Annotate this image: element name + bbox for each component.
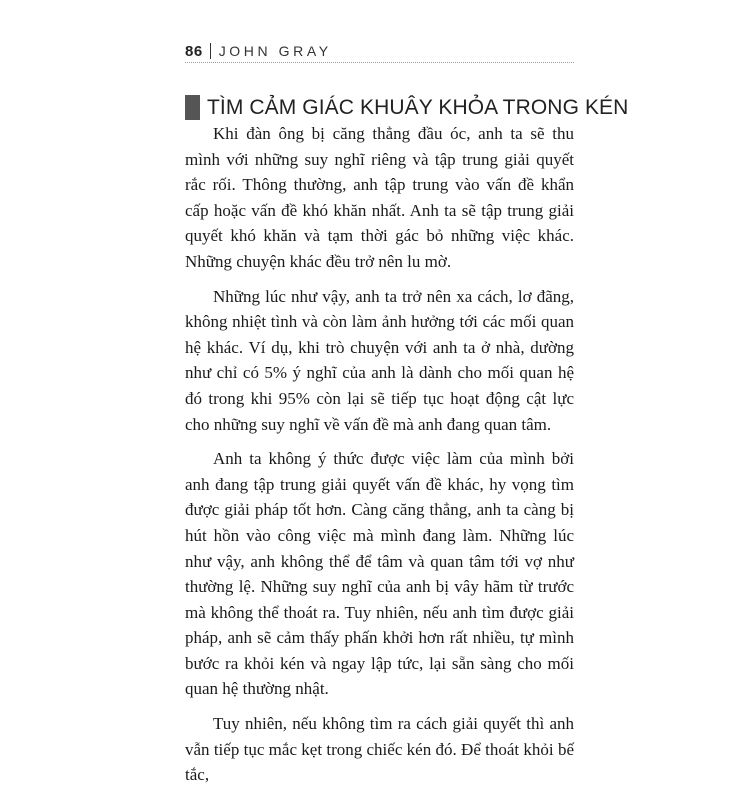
paragraph: Tuy nhiên, nếu không tìm ra cách giải quyết thì anh vẫn tiếp tục mắc kẹt trong chiếc kén đó. Để thoát khỏi bế tắc, <box>185 714 574 785</box>
running-header <box>185 41 332 61</box>
paragraph: Anh ta không ý thức được việc làm của mình bởi anh đang tập trung giải quyết vấn đề khác, hy vọng tìm được giải pháp tốt hơn. Càng căng thẳng, anh ta càng bị hút hồn vào công việc mà mình đang làm. Những lúc như vậy, anh không thể để tâm và quan tâm tới vợ như thường lệ. Những suy nghĩ của anh bị vây hãm từ trước mà không thể thoát ra. Tuy nhiên, nếu anh tìm được giải pháp, anh sẽ cảm thấy phấn khởi hơn rất nhiều, tự mình bước ra khỏi kén và ngay lập tức, lại sẵn sàng cho mối quan hệ thường nhật. <box>185 449 574 699</box>
section-heading <box>185 95 628 120</box>
body-text <box>185 121 574 797</box>
paragraph: Khi đàn ông bị căng thẳng đầu óc, anh ta sẽ thu mình với những suy nghĩ riêng và tập trung giải quyết rắc rối. Thông thường, anh tập trung vào vấn đề khẩn cấp hoặc vấn đề khó khăn nhất. Anh ta sẽ tập trung giải quyết khó khăn và tạm thời gác bỏ những việc khác. Những chuyện khác đều trở nên lu mờ. <box>185 124 574 271</box>
author-name: JOHN GRAY <box>218 43 332 59</box>
page-number: 86 <box>185 42 203 60</box>
paragraph: Những lúc như vậy, anh ta trở nên xa cách, lơ đãng, không nhiệt tình và còn làm ảnh hưởng tới các mối quan hệ khác. Ví dụ, khi trò chuyện với anh ta ở nhà, dường như chỉ có 5% ý nghĩ của anh là dành cho mối quan hệ đó trong khi 95% còn lại sẽ tiếp tục hoạt động cật lực cho những suy nghĩ về vấn đề mà anh đang quan tâm. <box>185 286 574 434</box>
header-dotted-divider <box>185 62 574 63</box>
section-heading-text: TÌM CẢM GIÁC KHUÂY KHỎA TRONG KÉN <box>207 95 629 119</box>
heading-marker-block <box>185 95 200 120</box>
header-separator <box>210 43 211 59</box>
